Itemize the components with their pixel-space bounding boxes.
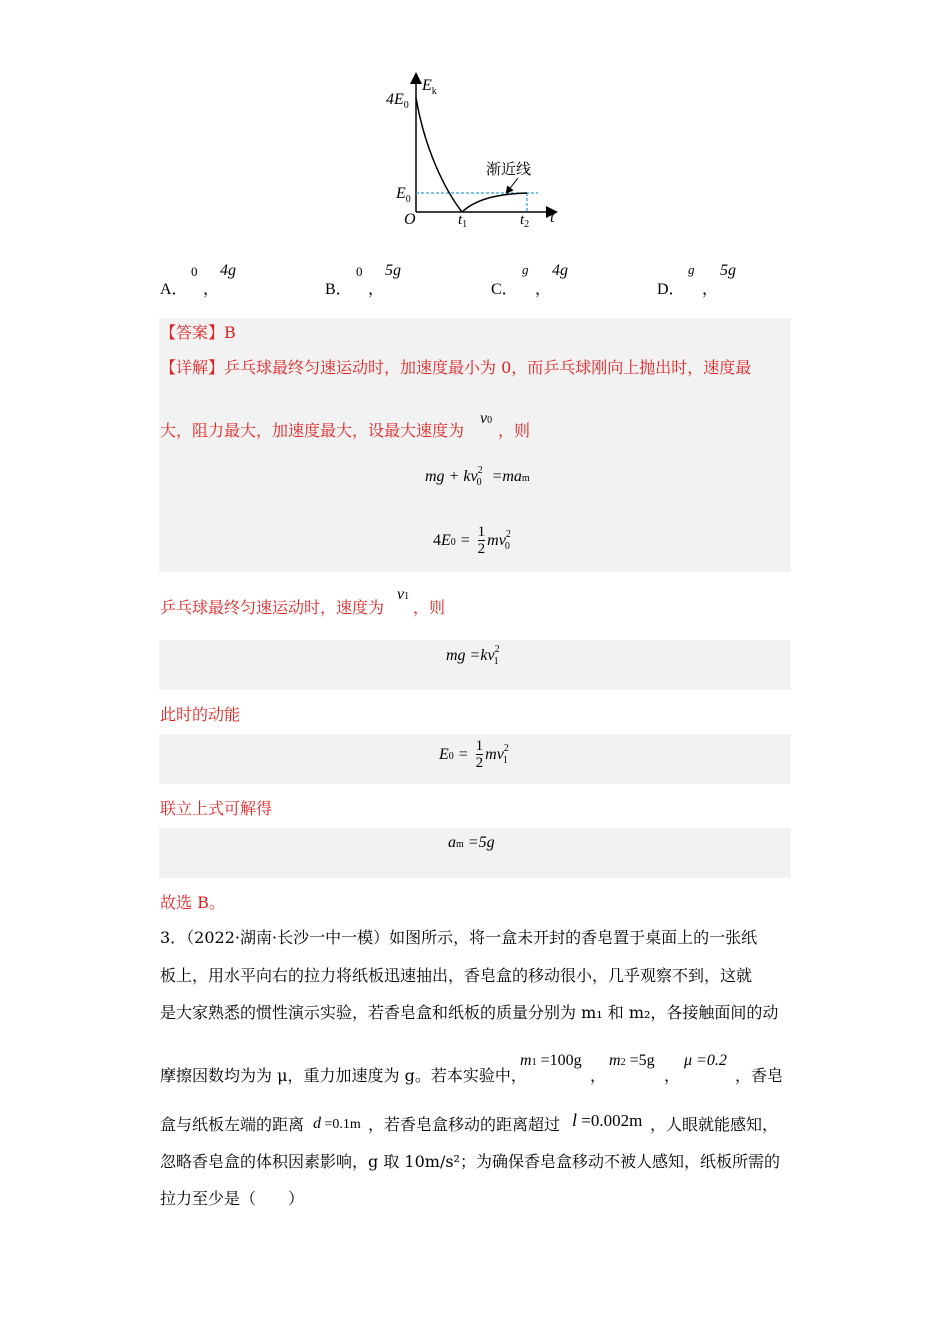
detail-line-2-end: ，则	[498, 421, 531, 440]
ek-curve-falling	[416, 98, 462, 212]
origin-label: O	[404, 211, 416, 228]
asymptote-label: 渐近线	[486, 160, 532, 178]
q3-line-1: 3．（2022·湖南·长沙一中一模）如图所示，将一盒未开封的香皂置于桌面上的一张纸	[160, 928, 758, 947]
q3-line-2: 板上，用水平向右的拉力将纸板迅速抽出，香皂盒的移动很小，几乎观察不到，这就	[160, 966, 753, 985]
q3-line-5b: ，若香皂盒移动的距离超过	[368, 1115, 561, 1134]
y-mid-label: $E_0$	[396, 185, 411, 205]
t1-label: $t_1$	[458, 212, 468, 230]
asymptote-pointer	[508, 178, 518, 191]
detail-line-1: 【详解】乒乓球最终匀速运动时，加速度最小为 0，而乒乓球刚向上抛出时，速度最	[160, 358, 752, 377]
equation-4: E0 = $\frac{1}{2}$ $mv^2_1$	[439, 738, 509, 771]
m1-value: m1 =100g	[520, 1052, 582, 1069]
q3-line-7: 拉力至少是（ ）	[160, 1189, 305, 1208]
y-axis-label: $E_k$	[422, 77, 437, 97]
q3-line-4-end: ，香皂	[735, 1066, 784, 1085]
ek-t-graph	[370, 70, 570, 230]
mu-value: μ =0.2	[684, 1052, 727, 1069]
v0-symbol: v0	[480, 410, 493, 427]
x-axis-label: t	[550, 209, 555, 226]
conclusion: 故选 B。	[160, 893, 225, 912]
detail-line-3-end: ，则	[413, 598, 446, 617]
equation-5: am =5g	[448, 834, 495, 851]
detail-line-2: 大，阻力最大，加速度最大，设最大速度为	[160, 421, 465, 440]
q3-line-5a: 盒与纸板左端的距离	[160, 1115, 305, 1134]
detail-line-3: 乒乓球最终匀速运动时，速度为	[160, 598, 385, 617]
equation-3: mg $=kv^2_1$	[446, 644, 500, 667]
v1-symbol: v1	[397, 586, 410, 603]
detail-line-5: 联立上式可解得	[160, 799, 273, 818]
q3-line-4: 摩擦因数均为为 μ，重力加速度为 g。若本实验中，	[160, 1066, 527, 1085]
l-value: l =0.002m	[572, 1110, 643, 1130]
q3-line-3: 是大家熟悉的惯性演示实验，若香皂盒和纸板的质量分别为 m₁ 和 m₂，各接触面间的动	[160, 1003, 779, 1022]
equation-1: mg + $kv^2_0 =mam$	[425, 465, 530, 488]
m2-value: m2 =5g	[609, 1052, 655, 1069]
y-top-label: $4E_0$	[386, 91, 409, 111]
answer-label: 【答案】B	[160, 323, 236, 342]
equation-2: 4E0 = $\frac{1}{2}$ $mv^2_0$	[433, 524, 511, 557]
t2-label: $t_2$	[520, 212, 530, 230]
q3-line-5c: ，人眼就能感知，	[650, 1115, 779, 1134]
ek-curve-rising	[462, 193, 527, 212]
q3-line-6: 忽略香皂盒的体积因素影响，g 取 10m/s²；为确保香皂盒移动不被人感知，纸板所需的	[160, 1152, 780, 1171]
detail-line-4: 此时的动能	[160, 705, 241, 724]
d-value: d =0.1m	[313, 1115, 361, 1132]
